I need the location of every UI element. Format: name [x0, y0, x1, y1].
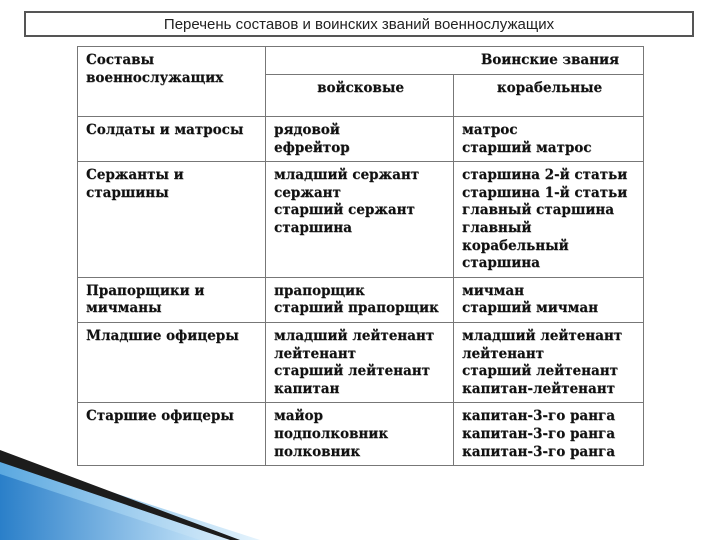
composition-cell — [78, 277, 266, 322]
naval-ranks-cell — [454, 117, 644, 162]
table-row — [78, 322, 644, 402]
rank-item: лейтенант — [274, 345, 356, 362]
header-ranks-label: Воинские звания — [480, 52, 620, 68]
rank-item: лейтенант — [462, 345, 544, 362]
rank-item: главный корабельный старшина — [462, 219, 569, 272]
rank-item: мичман — [462, 282, 524, 299]
composition-label: Солдаты и матросы — [86, 122, 244, 138]
rank-item: капитан-лейтенант — [462, 380, 615, 397]
composition-label: Сержанты и старшины — [86, 167, 184, 201]
table-row — [78, 162, 644, 278]
header-military-label: войсковые — [317, 80, 404, 96]
header-naval-label: корабельные — [496, 80, 603, 96]
rank-item: старший прапорщик — [274, 300, 439, 317]
naval-ranks-cell — [454, 162, 644, 278]
slide-title: Перечень составов и воинских званий военнослужащих — [24, 11, 694, 37]
composition-label: Старшие офицеры — [86, 408, 234, 425]
rank-item: старшина 1-й статьи — [462, 184, 628, 201]
military-ranks-cell — [266, 322, 454, 402]
composition-cell — [78, 162, 266, 278]
rank-item: матрос — [462, 122, 518, 138]
header-military — [266, 75, 454, 117]
rank-item: сержант — [274, 184, 341, 201]
naval-ranks-cell — [454, 403, 644, 466]
rank-item: ефрейтор — [274, 139, 350, 156]
header-ranks — [266, 47, 644, 75]
rank-item: капитан-3-го ранга — [462, 408, 616, 425]
table-row — [78, 117, 644, 162]
military-ranks-cell — [266, 277, 454, 322]
composition-cell — [78, 322, 266, 402]
composition-cell — [78, 403, 266, 466]
rank-item: старшина — [274, 219, 352, 236]
rank-item: старший мичман — [462, 300, 598, 317]
header-row — [78, 47, 644, 75]
rank-item: старший лейтенант — [274, 363, 430, 380]
military-ranks-cell — [266, 162, 454, 278]
naval-ranks-cell — [454, 277, 644, 322]
table-row — [78, 277, 644, 322]
rank-item: младший сержант — [274, 167, 420, 184]
rank-item: рядовой — [274, 122, 340, 138]
composition-cell — [78, 117, 266, 162]
military-ranks-cell — [266, 117, 454, 162]
composition-label: Прапорщики и мичманы — [86, 282, 205, 317]
rank-item: старшина 2-й статьи — [462, 167, 628, 184]
rank-item: главный старшина — [462, 202, 614, 219]
rank-item: старший матрос — [462, 139, 592, 156]
rank-item: младший лейтенант — [274, 327, 435, 344]
rank-item: младший лейтенант — [462, 327, 623, 344]
header-naval — [454, 75, 644, 117]
header-compositions-label: Составы военнослужащих — [86, 52, 224, 86]
rank-item: подполковник — [274, 425, 389, 442]
rank-item: майор — [274, 408, 323, 425]
military-ranks-cell — [266, 403, 454, 466]
rank-item: капитан-3-го ранга — [462, 425, 616, 442]
rank-item: полковник — [274, 443, 361, 460]
table-row — [78, 403, 644, 466]
ranks-table — [77, 46, 644, 466]
header-compositions — [78, 47, 266, 117]
rank-item: старший лейтенант — [462, 363, 618, 380]
naval-ranks-cell — [454, 322, 644, 402]
rank-item: старший сержант — [274, 202, 415, 219]
composition-label: Младшие офицеры — [86, 327, 239, 344]
rank-item: капитан-3-го ранга — [462, 443, 616, 460]
rank-item: прапорщик — [274, 282, 365, 299]
rank-item: капитан — [274, 380, 340, 397]
